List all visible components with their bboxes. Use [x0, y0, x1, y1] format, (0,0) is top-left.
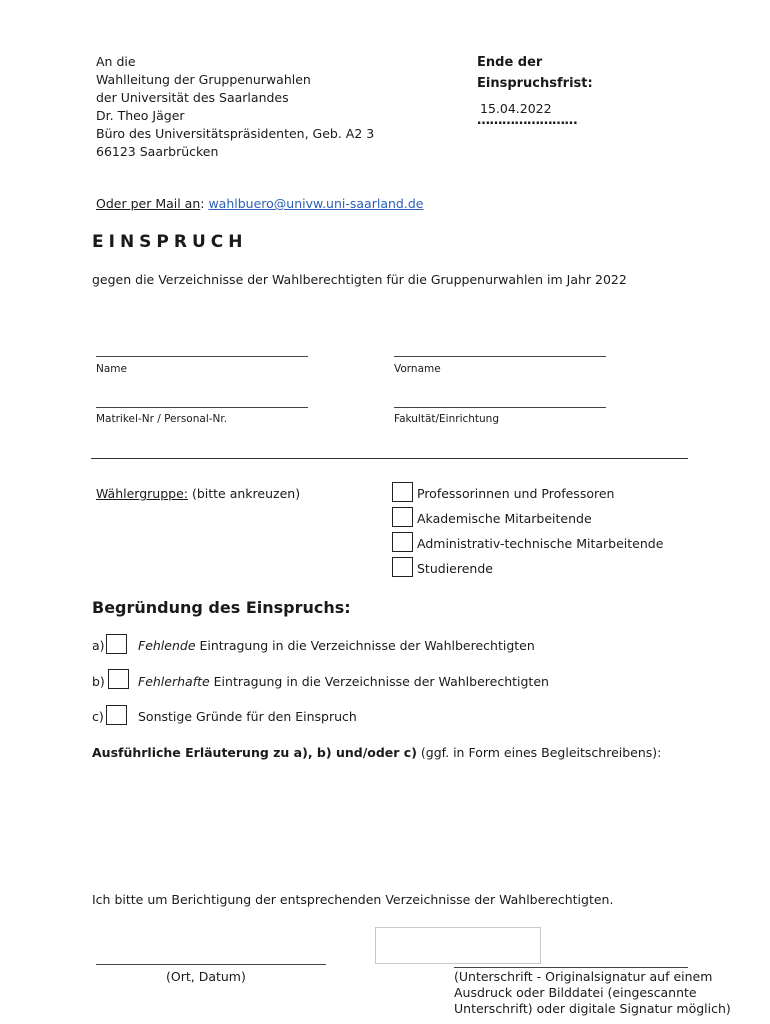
vorname-label: Vorname: [394, 363, 441, 375]
reasons-heading: Begründung des Einspruchs:: [92, 598, 351, 617]
reason-b-text: [138, 674, 549, 689]
voter-group-title: Wählergruppe:: [96, 486, 188, 501]
reason-a-rest: Eintragung in die Verzeichnisse der Wahlberechtigten: [195, 638, 535, 653]
reason-b-emphasis: Fehlerhafte: [138, 674, 210, 689]
address-line: Wahlleitung der Gruppenurwahlen: [96, 72, 311, 87]
fakultaet-label: Fakultät/Einrichtung: [394, 413, 500, 425]
checkbox-reason-c[interactable]: [106, 705, 127, 725]
address-line: 66123 Saarbrücken: [96, 144, 219, 159]
page-subtitle: gegen die Verzeichnisse der Wahlberechtigten für die Gruppenurwahlen im Jahr 2022: [92, 272, 627, 287]
explanation-bold: Ausführliche Erläuterung zu a), b) und/oder c): [92, 745, 417, 760]
place-date-label: (Ort, Datum): [166, 969, 246, 984]
checkbox-admin-staff[interactable]: [392, 532, 413, 552]
fakultaet-field-line[interactable]: [394, 407, 606, 408]
explanation-label: [92, 745, 661, 760]
deadline-label: Einspruchsfrist:: [477, 76, 593, 91]
signature-note-line: Ausdruck oder Bilddatei (eingescannte: [454, 985, 697, 1000]
matrikel-field-line[interactable]: [96, 407, 308, 408]
matrikel-label: Matrikel-Nr / Personal-Nr.: [96, 413, 228, 425]
mail-row: [96, 196, 423, 211]
checkbox-students[interactable]: [392, 557, 413, 577]
deadline-date: 15.04.2022: [480, 101, 552, 116]
vorname-field-line[interactable]: [394, 356, 606, 357]
checkbox-academic-staff[interactable]: [392, 507, 413, 527]
signature-note-line: (Unterschrift - Originalsignatur auf einem: [454, 969, 713, 984]
section-divider: [91, 458, 688, 459]
address-line: An die: [96, 54, 136, 69]
option-academic-staff-label: Akademische Mitarbeitende: [417, 511, 592, 526]
mail-label: Oder per Mail an: [96, 196, 201, 211]
place-date-line[interactable]: [96, 964, 326, 965]
name-field-line[interactable]: [96, 356, 308, 357]
mail-colon: :: [200, 196, 209, 211]
address-line: der Universität des Saarlandes: [96, 90, 289, 105]
voter-group-hint: (bitte ankreuzen): [188, 486, 301, 501]
reason-c-text: [138, 709, 357, 724]
checkbox-reason-a[interactable]: [106, 634, 127, 654]
explanation-normal: (ggf. in Form eines Begleitschreibens):: [416, 745, 662, 760]
reason-b-rest: Eintragung in die Verzeichnisse der Wahlberechtigten: [209, 674, 549, 689]
reason-c-rest: Sonstige Gründe für den Einspruch: [138, 709, 357, 724]
name-label: Name: [96, 363, 127, 375]
checkbox-professors[interactable]: [392, 482, 413, 502]
reason-a-text: [138, 638, 535, 653]
address-line: Dr. Theo Jäger: [96, 108, 185, 123]
closing-sentence: Ich bitte um Berichtigung der entsprechenden Verzeichnisse der Wahlberechtigten.: [92, 892, 614, 907]
checkbox-reason-b[interactable]: [108, 669, 129, 689]
voter-group-label: [96, 486, 300, 501]
option-admin-staff-label: Administrativ-technische Mitarbeitende: [417, 536, 664, 551]
mail-link[interactable]: wahlbuero@univw.uni-saarland.de: [208, 196, 424, 211]
address-line: Büro des Universitätspräsidenten, Geb. A2 3: [96, 126, 375, 141]
signature-line[interactable]: [454, 967, 688, 968]
signature-note: [454, 969, 731, 1017]
reason-a-emphasis: Fehlende: [138, 638, 196, 653]
reason-b-letter: b): [92, 674, 105, 689]
option-students-label: Studierende: [417, 561, 493, 576]
reason-a-letter: a): [92, 638, 105, 653]
deadline-dotted-line: ……………………: [477, 113, 577, 128]
signature-note-line: Unterschrift) oder digitale Signatur möglich): [454, 1001, 731, 1016]
page-title: EINSPRUCH: [92, 232, 248, 252]
reason-c-letter: c): [92, 709, 104, 724]
option-professors-label: Professorinnen und Professoren: [417, 486, 615, 501]
deadline-label: Ende der: [477, 55, 543, 70]
signature-image-box[interactable]: [375, 927, 541, 964]
